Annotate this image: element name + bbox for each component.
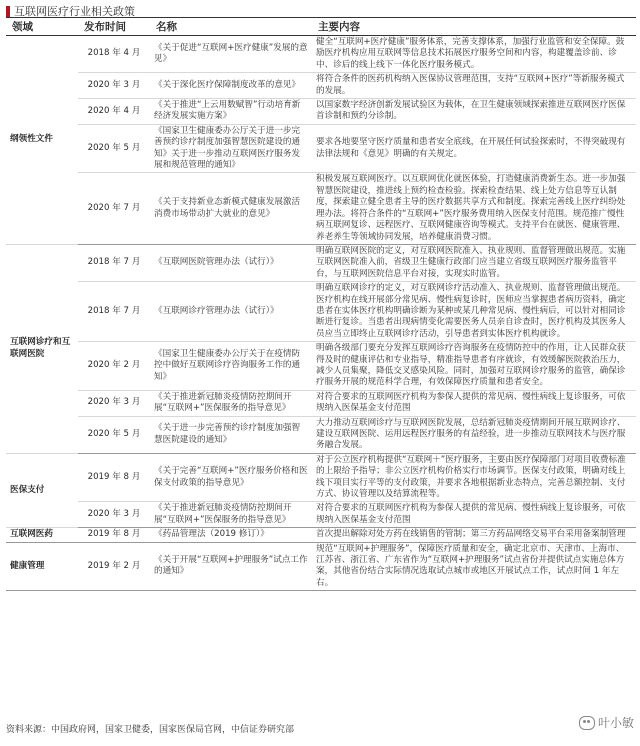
content-cell: 要求各地要坚守医疗质量和患者安全底线，在开展任何试验探索时，不得突破现有法律法规和《意见》明确的有关规定。 xyxy=(312,124,636,173)
policy-table xyxy=(6,17,636,591)
content-cell: 对符合要求的互联网医疗机构为参保人提供的常见病、慢性病线上复诊服务，可依规纳入医保基金支付范围 xyxy=(312,390,636,416)
name-cell: 《国家卫生健康委办公厅关于进一步完善预约诊疗制度加强智慧医院建设的通知》关于进一步推动互联网医疗服务发展和规范管理的通知》 xyxy=(150,124,312,173)
wechat-icon xyxy=(579,716,595,730)
date-cell: 2020 年 3 月 xyxy=(78,390,150,416)
date-cell: 2019 年 8 月 xyxy=(78,528,150,542)
name-cell: 《关于推进新冠肺炎疫情防控期间开展“互联网+”医保服务的指导意见》 xyxy=(150,502,312,528)
table-row xyxy=(6,542,636,591)
table-row xyxy=(6,453,636,502)
content-cell: 以国家数字经济创新发展试验区为载体，在卫生健康领域探索推进互联网医疗医保首诊制和预约分诊制。 xyxy=(312,99,636,125)
table-row xyxy=(6,173,636,244)
watermark-text: 叶小敏 xyxy=(597,716,634,730)
date-cell: 2020 年 3 月 xyxy=(78,73,150,99)
name-cell: 《药品管理法（2019 修订）》 xyxy=(150,528,312,542)
table-row xyxy=(6,244,636,281)
content-cell: 积极发展互联网医疗。以互联网优化就医体验，打造健康消费新生态。进一步加强智慧医院建设，推进线上预约检查检验。探索检查结果、线上处方信息等互认制度，探索建立健全患者主导的医疗数据共享方式和制度。探索完善线上医疗纠纷处理办法。将符合条件的“互联网+”医疗服务费用纳入医保支付范围。规范推广慢性病互联网复诊、远程医疗、互联网健康咨询等模式。支持平台在就医、健康管理、养老养生等领域协同发展，培养健康消费习惯。 xyxy=(312,173,636,244)
name-cell: 《关于推进新冠肺炎疫情防控期间开展“互联网+”医保服务的指导意见》 xyxy=(150,390,312,416)
name-cell: 《关于进一步完善预约诊疗制度加强智慧医院建设的通知》 xyxy=(150,416,312,453)
date-cell: 2020 年 5 月 xyxy=(78,124,150,173)
content-cell: 对符合要求的互联网医疗机构为参保人提供的常见病、慢性病线上复诊服务，可依规纳入医保基金支付范围 xyxy=(312,502,636,528)
content-cell: 明确互联网诊疗的定义，对互联网诊疗活动准入、执业规则、监督管理做出规范。医疗机构在线开展部分常见病、慢性病复诊时，医师应当掌握患者病历资料，确定患者在实体医疗机构明确诊断为某种或某几种常见病、慢性病后，可以针对相同诊断进行复诊。当患者出现病情变化需要医务人员亲自诊查时，医疗机构及其医务人员应当立即终止互联网诊疗活动，引导患者到实体医疗机构就诊。 xyxy=(312,282,636,342)
domain-cell: 互联网诊疗和互联网医院 xyxy=(6,244,78,453)
table-row xyxy=(6,124,636,173)
header-date: 发布时间 xyxy=(78,18,150,36)
header-content: 主要内容 xyxy=(312,18,636,36)
page-title-text: 互联网医疗行业相关政策 xyxy=(14,5,135,18)
date-cell: 2020 年 4 月 xyxy=(78,99,150,125)
table-row xyxy=(6,416,636,453)
content-cell: 健全“互联网+医疗健康”服务体系，完善支撑体系，加强行业监管和安全保障。鼓励医疗机构应用互联网等信息技术拓展医疗服务空间和内容，构建覆盖诊前、诊中、诊后的线上线下一体化医疗服务模式。 xyxy=(312,36,636,73)
table-row xyxy=(6,73,636,99)
source-footer: 资料来源：中国政府网，国家卫健委，国家医保局官网，中信证券研究部 xyxy=(6,725,295,735)
content-cell: 明确各级部门要充分发挥互联网诊疗咨询服务在疫情防控中的作用，让人民群众获得及时的健康评估和专业指导，精准指导患者有序就诊，有效缓解医院救治压力，减少人员集聚，降低交叉感染风险。同时，加强对互联网诊疗服务的监管，确保诊疗服务开展的规范科学合理，有效保障医疗质量和患者安全。 xyxy=(312,342,636,391)
header-domain: 领域 xyxy=(6,18,78,36)
table-body xyxy=(6,36,636,591)
title-marker xyxy=(6,6,10,17)
name-cell: 《关于深化医疗保障制度改革的意见》 xyxy=(150,73,312,99)
table-row xyxy=(6,502,636,528)
name-cell: 《国家卫生健康委办公厅关于在疫情防控中做好互联网诊疗咨询服务工作的通知》 xyxy=(150,342,312,391)
date-cell: 2019 年 2 月 xyxy=(78,542,150,591)
name-cell: 《关于支持新业态新模式健康发展激活消费市场带动扩大就业的意见》 xyxy=(150,173,312,244)
table-row xyxy=(6,342,636,391)
date-cell: 2018 年 4 月 xyxy=(78,36,150,73)
date-cell: 2020 年 2 月 xyxy=(78,342,150,391)
watermark xyxy=(579,714,634,731)
content-cell: 对于公立医疗机构提供“互联网＋”医疗服务，主要由医疗保障部门对项目收费标准的上限给予指导；非公立医疗机构价格实行市场调节。医保支付政策，明确对线上线下项目实行平等的支付政策，并要求各地根据新业态特点，完善总额控制、支付方式、协议管理以及结算流程等。 xyxy=(312,453,636,502)
date-cell: 2020 年 7 月 xyxy=(78,173,150,244)
name-cell: 《关于完善“互联网+”医疗服务价格和医保支付政策的指导意见》 xyxy=(150,453,312,502)
table-row xyxy=(6,282,636,342)
table-row xyxy=(6,390,636,416)
date-cell: 2020 年 3 月 xyxy=(78,502,150,528)
content-cell: 首次提出解除对处方药在线销售的管制；第三方药品网络交易平台采用备案制管理 xyxy=(312,528,636,542)
name-cell: 《关于促进“互联网+医疗健康”发展的意见》 xyxy=(150,36,312,73)
domain-cell: 健康管理 xyxy=(6,542,78,591)
name-cell: 《关于开展“互联网+护理服务”试点工作的通知》 xyxy=(150,542,312,591)
content-cell: 规范“互联网+护理服务”，保障医疗质量和安全，确定北京市、天津市、上海市、江苏省、浙江省、广东省作为“互联网+护理服务”试点省份并提供试点实施总体方案，其他省份结合实际情况选取试点城市或地区开展试点工作，试点时间 1 年左右。 xyxy=(312,542,636,591)
domain-cell: 纲领性文件 xyxy=(6,36,78,245)
header-name: 名称 xyxy=(150,18,312,36)
domain-cell: 医保支付 xyxy=(6,453,78,527)
date-cell: 2020 年 5 月 xyxy=(78,416,150,453)
name-cell: 《互联网医院管理办法（试行）》 xyxy=(150,244,312,281)
table-row xyxy=(6,99,636,125)
table-header-row xyxy=(6,18,636,36)
table-row xyxy=(6,36,636,73)
content-cell: 明确互联网医院的定义，对互联网医院准入、执业规则、监督管理做出规范。实施互联网医院准入前，省级卫生健康行政部门应当建立省级互联网医疗服务监管平台，与互联网医院信息平台对接，实现实时监管。 xyxy=(312,244,636,281)
name-cell: 《关于推进“上云用数赋智”行动培育新经济发展实施方案》 xyxy=(150,99,312,125)
name-cell: 《互联网诊疗管理办法（试行）》 xyxy=(150,282,312,342)
date-cell: 2018 年 7 月 xyxy=(78,282,150,342)
date-cell: 2018 年 7 月 xyxy=(78,244,150,281)
content-cell: 将符合条件的医药机构纳入医保协议管理范围，支持“互联网+医疗”等新服务模式的发展。 xyxy=(312,73,636,99)
content-cell: 大力推动互联网诊疗与互联网医院发展，总结新冠肺炎疫情期间开展互联网诊疗、建设互联网医院、运用远程医疗服务的有益经验，进一步推动互联网技术与医疗服务融合发展。 xyxy=(312,416,636,453)
table-row xyxy=(6,528,636,542)
domain-cell: 互联网医药 xyxy=(6,528,78,542)
date-cell: 2019 年 8 月 xyxy=(78,453,150,502)
